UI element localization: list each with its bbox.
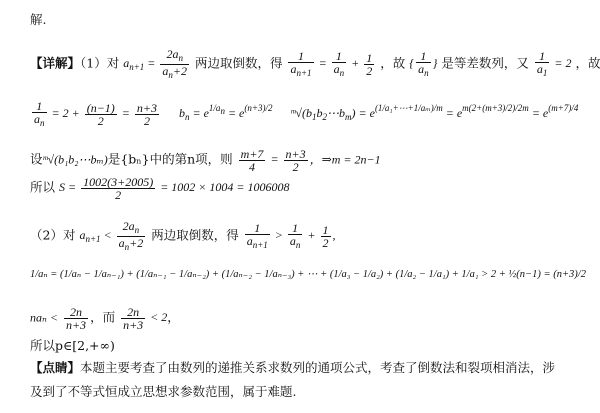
comment-line-1: [30, 360, 555, 376]
part2-result: $\frac{1}{a_{n+1}}$ > $\frac{1}{a_n}$ + $\frac{1}{2}$ ,: [246, 221, 336, 250]
part2-recip-text: 两边取倒数，得: [151, 227, 239, 243]
initial-value: $\frac{1}{a_1}$ = 2: [536, 49, 572, 78]
sum-prefix: 所以: [30, 179, 56, 195]
detail-line-1: [30, 48, 600, 81]
set-prefix: 设: [30, 151, 43, 167]
comment-tag: 【点睛】: [30, 360, 81, 375]
is-arith-text: 是等差数列，又: [441, 55, 529, 71]
bn-formula: $b_n = e^{1/an} = e^{(n+3)/2}$: [178, 103, 273, 123]
intro-text: 解.: [30, 12, 47, 27]
set-line: [30, 148, 381, 173]
nan-while: ，而: [90, 309, 116, 325]
general-term-line: [30, 100, 578, 129]
so-text: ，故: [380, 55, 406, 71]
comment-line-2: 及到了不等式恒成立思想求参数范围，属于难题.: [30, 384, 297, 399]
sum-equation: S = $\frac{1002(3+2005)}{2}$ = 1002 × 1004 = 1006008: [59, 175, 290, 202]
nan-bound: $\frac{2n}{n+3}$ < 2: [123, 305, 168, 332]
general-term: $\frac{1}{a_n}$ = 2 + $\frac{(n-1)}{2}$ = $\frac{n+3}{2}$: [34, 99, 158, 128]
nan-lhs: naₙ <: [30, 310, 58, 325]
nan-frac: $\frac{2n}{n+3}$: [65, 305, 87, 332]
telescope-line: [30, 266, 586, 283]
recurrence-formula: $a_{n+1}$ = $\frac{2a_n}{a_n+2}$: [123, 47, 187, 80]
part2-label: （2）对: [30, 227, 76, 243]
p-range: 所以p∈[2,+∞): [30, 338, 115, 353]
take-reciprocal-text: 两边取倒数，得: [194, 55, 283, 71]
part2-line: [30, 220, 336, 253]
so2-text: ，故: [575, 55, 600, 71]
set-middle: 是{bₙ}中的第n项，则: [107, 151, 233, 167]
reciprocal-equation: $\frac{1}{a_{n+1}}$ = $\frac{1}{a_n}$ + $\frac{1}{2}$: [290, 49, 373, 78]
comment-text-1: 本题主要考查了由数列的递推关系求数列的通项公式，考查了倒数法和裂项相消法，涉: [80, 360, 556, 375]
sum-line: [30, 176, 290, 201]
detail-tag: 【详解】: [30, 55, 81, 71]
nan-line: [30, 306, 180, 331]
set-equation: $\frac{m+7}{4}$ = $\frac{n+3}{2}$: [240, 147, 306, 174]
part2-inequality: $a_{n+1}$ < $\frac{2a_n}{a_n+2}$: [79, 219, 144, 252]
set-result: ，⇒m = 2n−1: [309, 152, 381, 167]
arith-seq: { $\frac{1}{a_n}$ }: [409, 49, 438, 78]
root-expr: ᵐ√(b₁b₂⋯bₘ): [42, 152, 108, 167]
telescope-sum: 1/aₙ = (1/aₙ − 1/aₙ₋₁) + (1/aₙ₋₁ − 1/aₙ₋₂) + (1/aₙ₋₂ − 1/aₙ₋₃) + ⋯ + (1/a₃ − 1/a₂) + (1/a₂ − 1/a₁) + 1/a₁ > 2 + ½(n−1) = (n+3)/2: [30, 269, 586, 280]
nan-comma: ，: [167, 309, 180, 325]
part1-label: （1）对: [80, 55, 120, 71]
geometric-root: $ᵐ√(b_1b_2\cdots b_m) = e^{(1/a_1+\cdots+1/a_m)/m} = e^{m(2+(m+3)/2)/2m} = e^{(m+7)/4}$: [290, 103, 579, 123]
